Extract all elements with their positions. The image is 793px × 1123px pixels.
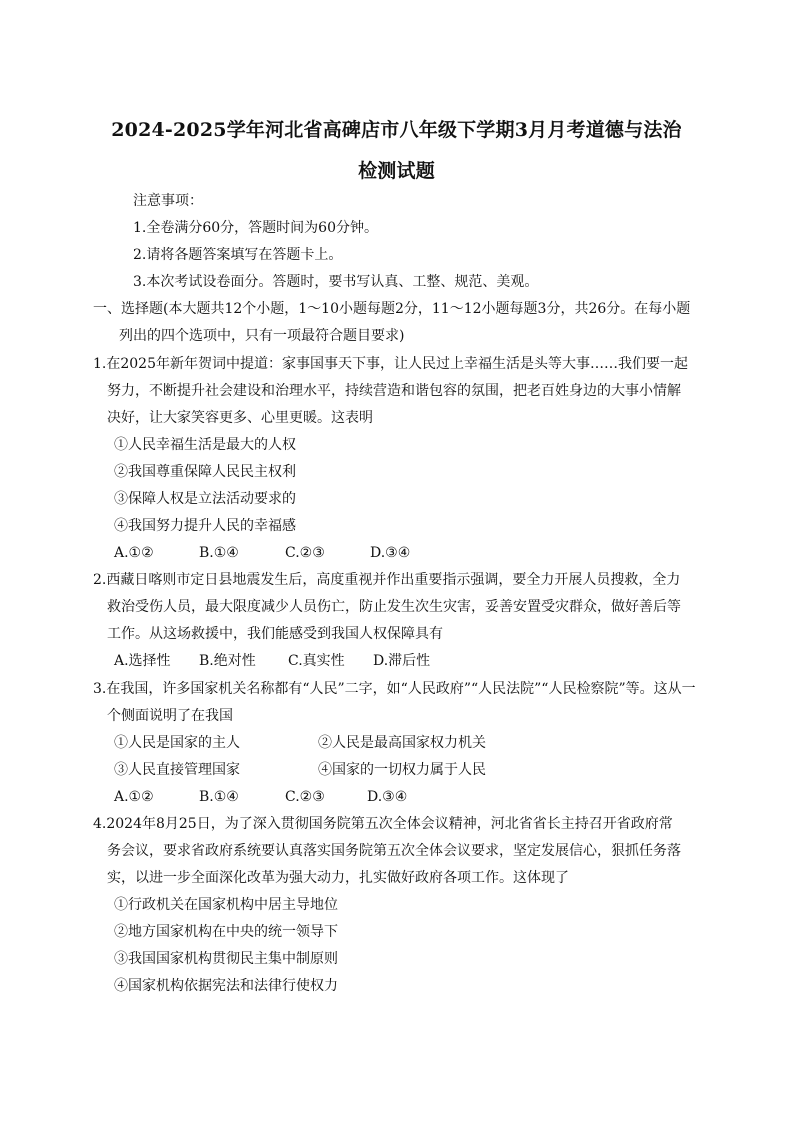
notes-heading: 注意事项： [133, 193, 203, 209]
q3-choice-a[interactable]: A.①② [114, 789, 154, 805]
q2-choice-d[interactable]: D.滞后性 [373, 653, 431, 669]
note-item: 2.请将各题答案填写在答题卡上。 [133, 247, 343, 263]
q3-stem: 3.在我国，许多国家机关名称都有“人民”二字，如“人民政府”“人民法院”“人民检察院”等。这从一 [93, 681, 696, 697]
section-heading-cont: 列出的四个选项中，只有一项最符合题目要求) [119, 328, 405, 344]
q1-stem: 努力，不断提升社会建设和治理水平，持续营造和谐包容的氛围，把老百姓身边的大事小情解 [107, 383, 681, 399]
note-item: 1.全卷满分60分，答题时间为60分钟。 [133, 220, 378, 236]
q2-stem: 工作。从这场救援中，我们能感受到我国人权保障具有 [107, 626, 443, 642]
q2-stem: 2.西藏日喀则市定日县地震发生后，高度重视并作出重要指示强调，要全力开展人员搜救，全力 [93, 572, 681, 588]
q4-statement: ①行政机关在国家机构中居主导地位 [114, 897, 338, 913]
q1-statement: ③保障人权是立法活动要求的 [114, 491, 296, 507]
q4-stem: 4.2024年8月25日，为了深入贯彻国务院第五次全体会议精神，河北省省长主持召开省政府常 [93, 816, 673, 832]
q1-choice-c[interactable]: C.②③ [285, 545, 325, 561]
q3-statement: ②人民是最高国家权力机关 [318, 735, 486, 751]
q2-choice-b[interactable]: B.绝对性 [199, 653, 256, 669]
q3-choice-b[interactable]: B.①④ [199, 789, 239, 805]
q1-statement: ①人民幸福生活是最大的人权 [114, 437, 296, 453]
q3-choice-d[interactable]: D.③④ [367, 789, 408, 805]
exam-title-line2: 检测试题 [358, 160, 435, 182]
q4-stem: 实，以进一步全面深化改革为强大动力，扎实做好政府各项工作。这体现了 [107, 870, 569, 886]
q3-statement: ③人民直接管理国家 [114, 762, 240, 778]
q3-stem: 个侧面说明了在我国 [107, 708, 233, 724]
q4-statement: ②地方国家机构在中央的统一领导下 [114, 924, 338, 940]
q2-choice-a[interactable]: A.选择性 [114, 653, 171, 669]
section-heading: 一、选择题(本大题共12个小题，1～10小题每题2分，11～12小题每题3分，共26分。在每小题 [93, 301, 691, 317]
exam-title-line1: 2024-2025学年河北省高碑店市八年级下学期3月月考道德与法治 [111, 119, 682, 141]
q4-statement: ③我国国家机构贯彻民主集中制原则 [114, 951, 338, 967]
q1-statement: ④我国努力提升人民的幸福感 [114, 518, 296, 534]
q4-stem: 务会议，要求省政府系统要认真落实国务院第五次全体会议要求，坚定发展信心，狠抓任务落 [107, 843, 681, 859]
q1-stem: 决好，让大家笑容更多、心里更暖。这表明 [107, 410, 373, 426]
q3-choice-c[interactable]: C.②③ [285, 789, 325, 805]
q1-stem: 1.在2025年新年贺词中提道：家事国事天下事，让人民过上幸福生活是头等大事……我们要一起 [93, 356, 688, 372]
q2-stem: 救治受伤人员，最大限度减少人员伤亡，防止发生次生灾害，妥善安置受灾群众，做好善后等 [107, 599, 681, 615]
q4-statement: ④国家机构依据宪法和法律行使权力 [114, 978, 338, 994]
q1-choice-d[interactable]: D.③④ [370, 545, 411, 561]
q1-statement: ②我国尊重保障人民民主权利 [114, 464, 296, 480]
q3-statement: ④国家的一切权力属于人民 [318, 762, 486, 778]
q1-choice-a[interactable]: A.①② [114, 545, 154, 561]
note-item: 3.本次考试设卷面分。答题时，要书写认真、工整、规范、美观。 [133, 274, 539, 290]
q3-statement: ①人民是国家的主人 [114, 735, 240, 751]
q2-choice-c[interactable]: C.真实性 [288, 653, 345, 669]
q1-choice-b[interactable]: B.①④ [199, 545, 239, 561]
